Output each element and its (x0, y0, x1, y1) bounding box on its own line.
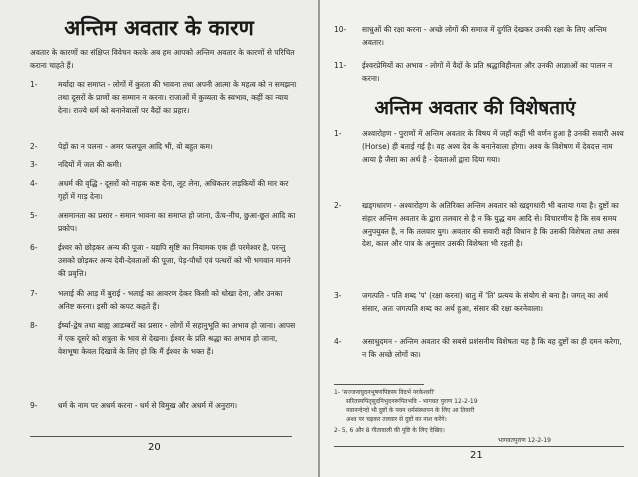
left-item (30, 400, 298, 428)
footer-rule (30, 436, 292, 437)
left-item (30, 141, 298, 155)
page-number: 20 (148, 442, 161, 453)
item-number: 4- (334, 337, 342, 346)
item-text: नदियों में जल की कमी। (58, 160, 122, 169)
item-text: पेड़ों का न पलना - अमर फलपूल आदि भी, वो बहुत कम। (58, 142, 213, 151)
item-number: 4- (30, 179, 38, 188)
item-text: धर्म के नाम पर अधर्म करना - धर्म से विमुख और अधर्म में अनुराग। (58, 401, 238, 410)
footnote: सरितस्यपितृसुदनिभुदनरूपितभवि - भागवत पुराण 12-2-19 (346, 398, 478, 405)
item-number: 1- (30, 80, 38, 89)
item-text: अधर्म की वृद्धि - दूसरों को नाहक कष्ट देना, लूट लेना, अधिकतर लड़कियों की मार कर गृहों में गाड़ देना। (58, 179, 289, 201)
right-item (334, 336, 626, 364)
item-text: असमानता का प्रसार - समान भावना का समाप्त हो जाना, ऊँच-नीच, छुआ-छूत आदि का प्रकोप। (58, 211, 296, 233)
item-number: 10- (334, 25, 347, 34)
right-top-item (334, 60, 626, 88)
item-number: 11- (334, 61, 347, 70)
footnote: नवानन्देन्दो भी दुष्टों के पवन धर्मसंस्थापन के लिए आ तिवारी (346, 407, 475, 414)
item-number: 9- (30, 401, 38, 410)
left-item (30, 79, 298, 139)
right-item (334, 200, 626, 276)
page-number: 21 (470, 450, 483, 461)
item-number: 3- (30, 160, 38, 169)
item-text: भलाई की आड़ में बुराई - भलाई का आवरण देकर किसी को धोखा देना, और उनका अनिष्ट करना। इसी को कपट कहते हैं। (58, 289, 283, 311)
left-item (30, 210, 298, 238)
left-item (30, 159, 298, 173)
item-number: 1- (334, 129, 342, 138)
left-intro: अवतार के कारणों का संक्षिप्त विवेचन करके अब हम आपको अन्तिम अवतार के कारणों से परिचित कराना चाहते हैं। (30, 48, 295, 70)
item-text: जगत्पति - पति शब्द 'प' (रक्षा करना) धातु में 'ति' प्रत्यय के संयोग से बना है। जगत् का अर्थ संसार, अतः जगत्पति शब्द का अर्थ हुआ, संसार की रक्षा करनेवाला। (362, 291, 609, 313)
left-page (0, 0, 318, 477)
left-item (30, 320, 298, 392)
item-text: असाधुदमन - अन्तिम अवतार की सबसे प्रशंसनीय विशेषता यह है कि वह दुष्टों का ही दमन करेगा, न कि अच्छे लोगों का। (362, 337, 622, 359)
footer-rule (334, 446, 624, 447)
item-number: 2- (30, 142, 38, 151)
item-number: 8- (30, 321, 38, 330)
right-item (334, 128, 626, 192)
footnote-rule (334, 384, 424, 385)
right-page-title: अन्तिम अवतार की विशेषताएं (374, 97, 576, 119)
left-item (30, 288, 298, 316)
item-number: 6- (30, 243, 38, 252)
item-number: 2- (334, 201, 342, 210)
item-number: 3- (334, 291, 342, 300)
item-text: ईर्ष्या-द्वेष तथा बाह्य आडम्बरों का प्रसार - लोगों में सहानुभूति का अभाव हो जाना। आपस में एक दूसरे को शत्रुता के भाव से देखना। ईश्वर के प्रति श्रद्धा का अभाव हो जाना, वेशभूषा केवल दिखावे के लिए हो कि मैं ईश्वर के भक्त हैं। (58, 321, 296, 356)
footnote: अश्व पर चढ़कर तलवार से दुष्टों का नाश करेंगे। (346, 416, 447, 423)
right-page (320, 0, 638, 477)
item-text: साधुओं की रक्षा करना - अच्छे लोगों की समाज में दुर्गति देखकर उनकी रक्षा के लिए अन्तिम अवतार। (362, 25, 607, 47)
right-item (334, 290, 626, 330)
left-item (30, 178, 298, 206)
left-item (30, 242, 298, 282)
item-number: 7- (30, 289, 38, 298)
footnote: 1- 'सज्जनाघुदनभूषणपिष्टस्य विदर्भ नरकेश्वरी' (334, 389, 435, 396)
item-text: मर्यादा का समाप्त - लोगों में कुरता की भावना तथा अपनी आत्मा के महत्व को न समझना तथा दूसरों के प्राणों का सम्मान न करना। राजाओं में कुव्यता के स्वभाव, कहीं का न्याय देना। राज्ये धर्म को बनानेवालों पर वैदों का प्रहार। (58, 80, 297, 115)
item-text: ईश्वरप्रेमियों का अभाव - लोगों में वैदों के प्रति श्रद्धाविहीनता और उनकी आज्ञाओं का पालन न करना। (362, 61, 613, 83)
footnote: 2- 5, 6 और 8 गीतावाली की पुष्टि के लिए देखिए। (334, 427, 445, 434)
footnote: भागवतपुराण 12-2-19 (498, 437, 551, 444)
item-number: 5- (30, 211, 38, 220)
right-top-item (334, 24, 626, 52)
item-text: खड्गधारण - अश्वारोहण के अतिरिक्त अन्तिम अवतार को खड्गधारी भी बताया गया है। दुष्टों का संहार अन्तिम अवतार के द्वारा तलवार से है न कि युद्ध बम आदि से। विचारणीय है कि सब समय अनुपयुक्त है, न कि तलवार युग। अवतार की सवारी वही विधान है कि उसकी विशेषता तथा अस्त्र देश, काल और पात्र के अनुसार उसकी विशेषता भी रहती है। (362, 201, 620, 249)
left-page-title: अन्तिम अवतार के कारण (64, 16, 254, 40)
item-text: ईश्वर को छोड़कर अन्य की पूजा - यद्यपि सृष्टि का नियामक एक ही परमेश्वर है, परन्तु उसको छोड़कर अन्य देवी-देवताओं की पूजा, पेड़-पौधों एवं पत्थरों को भी भगवान मानने की प्रवृत्ति। (58, 243, 291, 278)
item-text: अश्वारोहण - पुराणों में अन्तिम अवतार के विषय में जहाँ कहीं भी वर्णन हुआ है उनकी सवारी अश्व (Horse) ही बताई गई है। वह अश्व देव के बनानेवाला होगा। अश्व के विशेषण में देवदत्त नाम आया है जैसा का अर्थ है - देवताओं द्वारा दिया गया। (362, 129, 624, 164)
